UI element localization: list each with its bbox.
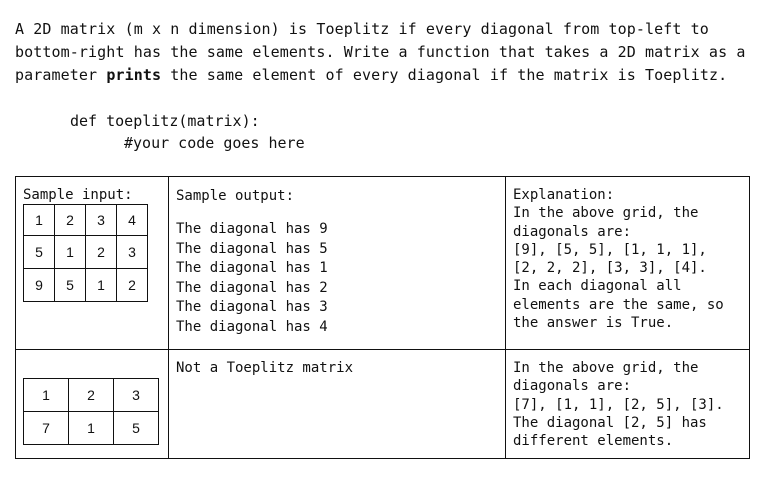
matrix-cell: 1 — [86, 269, 117, 302]
matrix-cell: 5 — [114, 412, 159, 445]
sample-output-text-2: Not a Toeplitz matrix — [176, 360, 354, 376]
matrix-cell: 3 — [114, 379, 159, 412]
sample-input-label: Sample input: — [23, 187, 133, 203]
explanation-line: Explanation: — [513, 187, 615, 203]
explanation-text-2 — [506, 350, 749, 450]
input-matrix-1 — [23, 204, 148, 302]
matrix-cell: 2 — [86, 236, 117, 269]
matrix-cell: 2 — [117, 269, 148, 302]
explanation-text-1 — [506, 177, 749, 332]
matrix-cell: 1 — [69, 412, 114, 445]
sample-input-cell-2 — [16, 350, 169, 459]
sample-row-1 — [16, 177, 750, 350]
explanation-line: In the above grid, the — [513, 205, 699, 222]
statement-text-2: the same element of every diagonal if the matrix is Toeplitz. — [161, 66, 728, 84]
output-line: The diagonal has 1 — [176, 260, 328, 276]
problem-statement — [15, 18, 760, 87]
explanation-line: [2, 2, 2], [3, 3], [4]. — [513, 260, 707, 277]
matrix-cell: 9 — [24, 269, 55, 302]
explanation-line: diagonals are: — [513, 223, 632, 240]
explanation-line: diagonals are: — [513, 378, 632, 395]
input-matrix-2 — [23, 378, 159, 445]
matrix-row — [24, 205, 148, 236]
matrix-cell: 7 — [24, 412, 69, 445]
matrix-cell: 2 — [69, 379, 114, 412]
sample-explanation-cell-2 — [506, 350, 750, 459]
code-line-comment: #your code goes here — [124, 134, 305, 152]
sample-output-label: Sample output: — [176, 188, 295, 204]
sample-explanation-cell-1 — [506, 177, 750, 350]
code-line-def: def toeplitz(matrix): — [70, 112, 260, 130]
sample-output-cell-1 — [169, 177, 506, 350]
sample-output-list — [176, 220, 498, 337]
explanation-line: [7], [1, 1], [2, 5], [3]. — [513, 396, 724, 413]
explanation-line: the answer is True. — [513, 315, 674, 332]
sample-input-cell-1 — [16, 177, 169, 350]
matrix-cell: 2 — [55, 205, 86, 236]
matrix-row — [24, 269, 148, 302]
explanation-line: The diagonal [2, 5] has — [513, 414, 707, 431]
matrix-cell: 3 — [117, 236, 148, 269]
samples-table — [15, 176, 750, 459]
explanation-line: In each diagonal all — [513, 278, 682, 295]
matrix-cell: 1 — [55, 236, 86, 269]
problem-text — [15, 18, 760, 87]
explanation-line: [9], [5, 5], [1, 1, 1], — [513, 241, 707, 258]
output-line: The diagonal has 5 — [176, 240, 328, 257]
matrix-cell: 5 — [55, 269, 86, 302]
sample-output-cell-2 — [169, 350, 506, 459]
matrix-row — [24, 379, 159, 412]
matrix-row — [24, 236, 148, 269]
matrix-cell: 1 — [24, 379, 69, 412]
output-line: The diagonal has 2 — [176, 279, 328, 296]
statement-bold-prints: prints — [106, 66, 162, 84]
explanation-line: In the above grid, the — [513, 360, 699, 376]
matrix-row — [24, 412, 159, 445]
matrix-cell: 5 — [24, 236, 55, 269]
matrix-cell: 4 — [117, 205, 148, 236]
explanation-line: elements are the same, so — [513, 296, 724, 313]
statement-text-1: A 2D matrix (m x n dimension) is Toeplitz if every diagonal from top-left to bottom-right has the same elements. Write a function that takes a 2D matrix as a parameter — [15, 20, 746, 84]
output-line: The diagonal has 4 — [176, 318, 328, 335]
output-line: The diagonal has 3 — [176, 299, 328, 315]
sample-row-2 — [16, 350, 750, 459]
output-line: The diagonal has 9 — [176, 221, 328, 237]
matrix-cell: 1 — [24, 205, 55, 236]
matrix-cell: 3 — [86, 205, 117, 236]
explanation-line: different elements. — [513, 433, 674, 450]
